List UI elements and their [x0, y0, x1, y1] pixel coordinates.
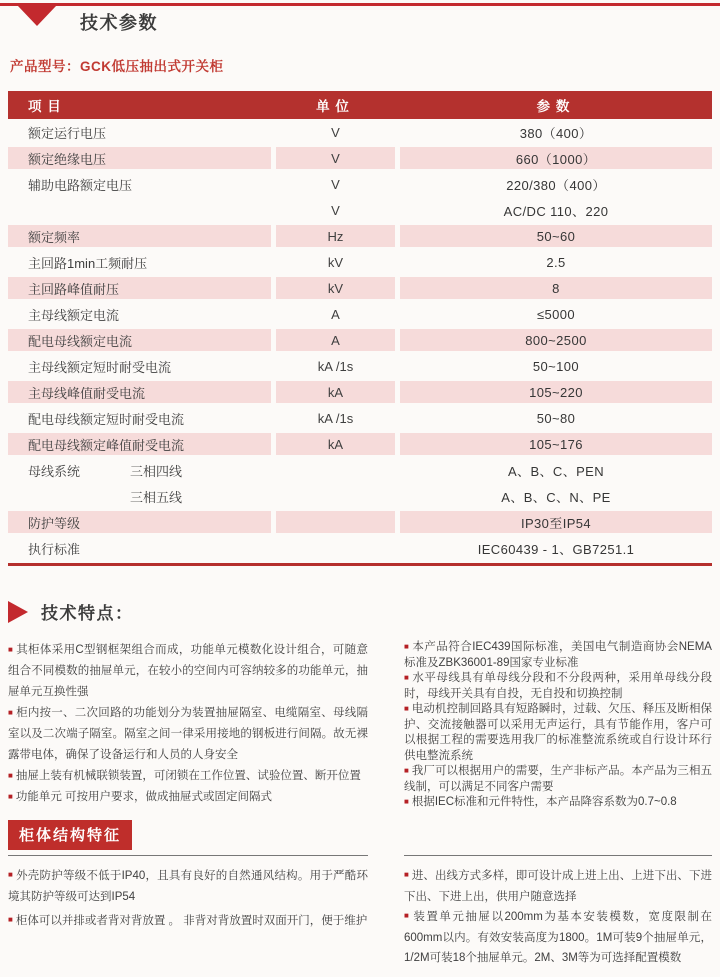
item-label: 配电母线额定电流	[28, 333, 133, 349]
feature-text: 柜体可以并排或者背对背放置 。 非背对背放置时双面开门，便于维护	[15, 914, 368, 927]
column-header-unit: 单 位	[316, 99, 350, 114]
feature-text: 水平母线具有单母线分段和不分段两种，采用单母线分段时，母线开关具有自投，无自投和切换控制	[404, 672, 712, 700]
unit-cell: A	[271, 329, 395, 351]
value-cell: 50~100	[395, 353, 712, 379]
feature-text: 抽屉上装有机械联锁装置，可闭锁在工作位置、试验位置、断开位置	[15, 770, 361, 782]
feature-item	[8, 640, 368, 703]
item-cell	[8, 433, 271, 455]
unit-cell: A	[271, 301, 395, 327]
unit-cell: Hz	[271, 225, 395, 247]
table-row	[8, 353, 712, 379]
unit-cell: kA /1s	[271, 353, 395, 379]
item-cell	[8, 249, 271, 275]
item-label: 母线系统	[28, 463, 81, 479]
value-cell: IEC60439 - 1、GB7251.1	[395, 535, 712, 561]
table-row	[8, 379, 712, 405]
unit-cell: kV	[271, 277, 395, 299]
feature-text: 我厂可以根据用户的需要，生产非标产品。本产品为三相五线制，可以满足不同客户需要	[404, 765, 712, 793]
unit-cell: kA	[271, 381, 395, 403]
unit-cell	[271, 511, 395, 533]
bullet-square-icon: ■	[404, 870, 409, 879]
table-row	[8, 171, 712, 197]
bullet-square-icon: ■	[404, 765, 409, 775]
features-col-left	[8, 640, 368, 811]
unit-cell: V	[271, 119, 395, 145]
table-row	[8, 249, 712, 275]
table-row	[8, 535, 712, 561]
feature-item	[8, 866, 368, 908]
table-row	[8, 197, 712, 223]
bullet-square-icon: ■	[404, 703, 409, 713]
table-row	[8, 509, 712, 535]
table-row	[8, 457, 712, 483]
value-cell: 380（400）	[395, 119, 712, 145]
item-label: 辅助电路额定电压	[28, 177, 133, 193]
triangle-right-icon	[8, 601, 28, 623]
bullet-square-icon: ■	[404, 796, 409, 806]
item-cell	[8, 225, 271, 247]
item-label: 额定运行电压	[28, 125, 107, 141]
bullet-square-icon: ■	[404, 641, 410, 651]
item-cell	[8, 483, 271, 509]
item-sublabel: 三相四线	[130, 463, 183, 479]
value-cell: 220/380（400）	[395, 171, 712, 197]
item-label: 主母线额定电流	[28, 307, 120, 323]
value-cell: 8	[395, 277, 712, 299]
feature-item	[8, 703, 368, 766]
structure-columns	[8, 855, 712, 968]
table-row	[8, 405, 712, 431]
item-label: 执行标准	[28, 541, 81, 557]
item-cell	[8, 301, 271, 327]
table-row	[8, 327, 712, 353]
feature-text: 外壳防护等级不低于IP40，且具有良好的自然通风结构。用于严酷环境其防护等级可达到IP54	[8, 869, 368, 903]
feature-text: 本产品符合IEC439国际标准，美国电气制造商协会NEMA标准及ZBK36001-89国家专业标准	[404, 641, 712, 669]
item-cell	[8, 511, 271, 533]
item-label: 防护等级	[28, 515, 81, 531]
triangle-down-icon	[18, 6, 56, 26]
structure-col-left	[8, 855, 368, 968]
item-label: 额定绝缘电压	[28, 151, 107, 167]
bullet-square-icon: ■	[8, 770, 13, 780]
table-row	[8, 431, 712, 457]
feature-text: 其柜体采用C型钢框架组合而成，功能单元模数化设计组合，可随意组合不同模数的抽屉单元，在较小的空间内可容纳较多的功能单元，抽屉单元互换性强	[8, 644, 368, 698]
unit-cell: kA /1s	[271, 405, 395, 431]
feature-item	[404, 702, 712, 764]
feature-text: 电动机控制回路具有短路瞬时，过载、欠压、释压及断相保护、交流接触器可以采用无声运行，具有节能作用，客户可以根据工程的需要选用我厂的标准整流系统或自行设计环行供电整流系统	[404, 703, 712, 762]
item-label: 主母线峰值耐受电流	[28, 385, 146, 401]
item-label: 主回路1min工频耐压	[28, 255, 148, 271]
table-row	[8, 301, 712, 327]
feature-item	[8, 766, 368, 787]
bullet-square-icon: ■	[8, 870, 14, 879]
structure-badge-row	[8, 820, 720, 850]
value-cell: 50~80	[395, 405, 712, 431]
feature-text: 功能单元 可按用户要求，做成抽屉式或固定间隔式	[15, 791, 273, 803]
bullet-square-icon: ■	[8, 791, 13, 801]
bullet-square-icon: ■	[404, 911, 411, 920]
unit-cell: V	[271, 147, 395, 169]
table-bottom-divider	[8, 563, 712, 566]
feature-item	[404, 795, 712, 811]
product-model-line: 产品型号：GCK低压抽出式开关柜	[10, 59, 224, 74]
item-cell	[8, 329, 271, 351]
feature-item	[404, 640, 712, 671]
item-sublabel: 三相五线	[130, 489, 183, 505]
item-cell	[8, 197, 271, 223]
unit-cell	[271, 535, 395, 561]
feature-item	[404, 671, 712, 702]
value-cell: 50~60	[395, 225, 712, 247]
value-cell: A、B、C、PEN	[395, 457, 712, 483]
item-label: 主回路峰值耐压	[28, 281, 120, 297]
features-columns	[8, 640, 712, 811]
bullet-square-icon: ■	[8, 915, 13, 924]
feature-text: 进、出线方式多样，即可设计成上进上出、上进下出、下进下出、下进上出，供用户随意选择	[404, 869, 712, 903]
feature-item	[404, 764, 712, 795]
value-cell: 105~176	[395, 433, 712, 455]
unit-cell: kV	[271, 249, 395, 275]
feature-item	[8, 787, 368, 808]
unit-cell	[271, 457, 395, 483]
feature-item	[404, 907, 712, 968]
unit-cell: kA	[271, 433, 395, 455]
feature-item	[8, 911, 368, 932]
value-cell: 660（1000）	[395, 147, 712, 169]
value-cell: IP30至IP54	[395, 511, 712, 533]
item-cell	[8, 405, 271, 431]
unit-cell	[271, 483, 395, 509]
value-cell: 105~220	[395, 381, 712, 403]
spec-table-body	[8, 119, 712, 561]
table-row	[8, 223, 712, 249]
bullet-square-icon: ■	[404, 672, 410, 682]
item-label: 额定频率	[28, 229, 81, 245]
table-row	[8, 483, 712, 509]
feature-text: 柜内按一、二次回路的功能划分为装置抽屉隔室、电缆隔室、母线隔室以及二次端子隔室。隔室之间一律采用接地的钢板进行间隔。故无裸露带电体，确保了设备运行和人员的人身安全	[8, 707, 368, 761]
item-cell	[8, 147, 271, 169]
feature-item	[404, 866, 712, 907]
unit-cell: V	[271, 197, 395, 223]
table-row	[8, 145, 712, 171]
value-cell: AC/DC 110、220	[395, 197, 712, 223]
item-label: 主母线额定短时耐受电流	[28, 359, 172, 375]
item-cell	[8, 277, 271, 299]
section-header-features	[8, 599, 720, 624]
feature-text: 根据IEC标准和元件特性，本产品降容系数为0.7~0.8	[411, 796, 677, 808]
item-label: 配电母线额定短时耐受电流	[28, 411, 185, 427]
bullet-square-icon: ■	[8, 707, 14, 717]
column-header-value: 参 数	[536, 99, 571, 114]
spec-table	[8, 91, 712, 561]
item-cell	[8, 535, 271, 561]
spec-table-header	[8, 91, 712, 119]
item-cell	[8, 119, 271, 145]
item-cell	[8, 457, 271, 483]
features-col-right	[404, 640, 712, 811]
item-cell	[8, 381, 271, 403]
value-cell: A、B、C、N、PE	[395, 483, 712, 509]
item-cell	[8, 171, 271, 197]
item-cell	[8, 353, 271, 379]
structure-title-badge: 柜体结构特征	[8, 820, 132, 850]
features-title: 技术特点：	[41, 604, 134, 623]
table-row	[8, 119, 712, 145]
value-cell: 800~2500	[395, 329, 712, 351]
structure-col-right	[404, 855, 712, 968]
column-header-item: 项 目	[28, 99, 62, 114]
value-cell: ≤5000	[395, 301, 712, 327]
bullet-square-icon: ■	[8, 644, 14, 654]
page-title: 技术参数	[80, 13, 158, 33]
item-label: 配电母线额定峰值耐受电流	[28, 437, 185, 453]
table-row	[8, 275, 712, 301]
unit-cell: V	[271, 171, 395, 197]
feature-text: 装置单元抽屉以200mm为基本安装模数，宽度限制在600mm以内。有效安装高度为1800。1M可装9个抽屉单元，1/2M可装18个抽屉单元。2M、3M等为可选择配置模数	[404, 910, 712, 964]
section-header-params	[18, 6, 720, 35]
value-cell: 2.5	[395, 249, 712, 275]
